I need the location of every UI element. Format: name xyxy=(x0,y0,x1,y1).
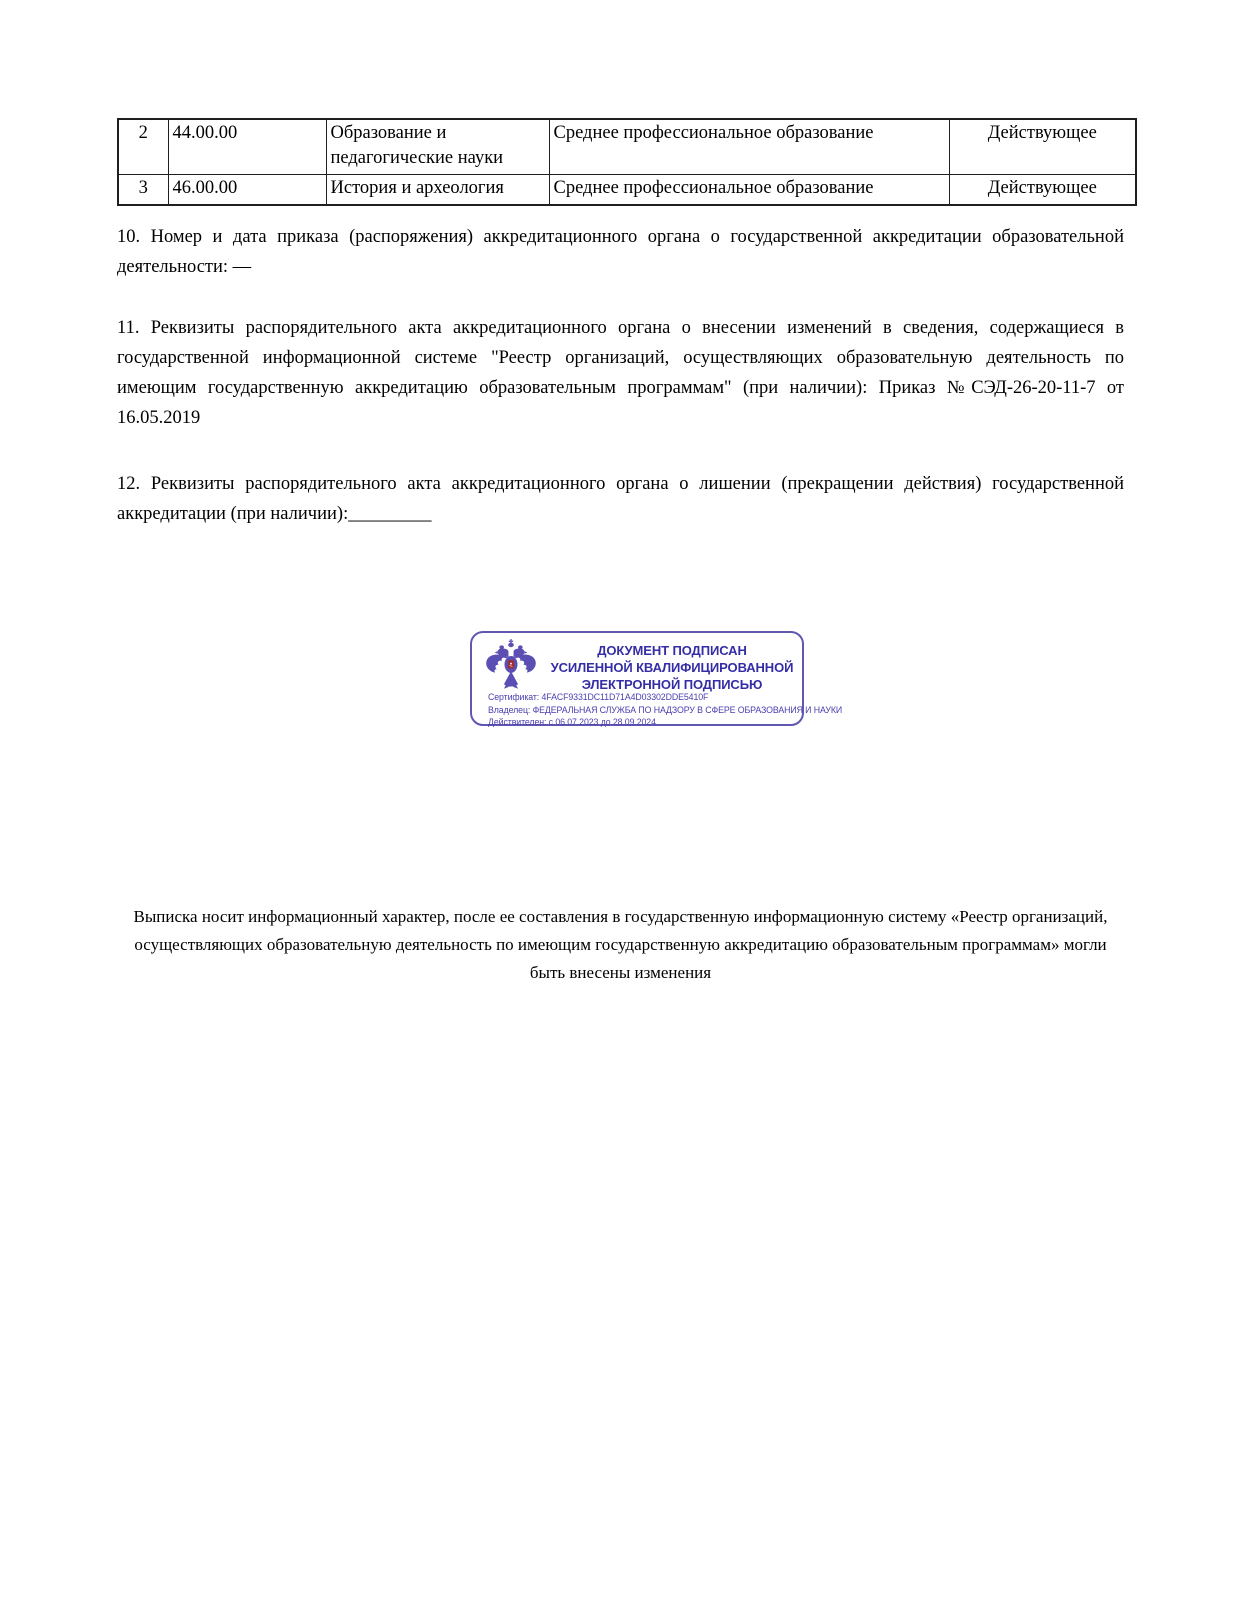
stamp-certificate-line: Сертификат: 4FACF9331DC11D71A4D03302DDE5410F xyxy=(488,692,709,702)
paragraph-10-accreditation-order: 10. Номер и дата приказа (распоряжения) аккредитационного органа о государственной аккредитации образовательной деятельности: — xyxy=(117,227,1124,277)
status-cell: Действующее xyxy=(949,175,1136,206)
level-cell: Среднее профессиональное образование xyxy=(549,119,949,175)
name-cell: История и археология xyxy=(326,175,549,206)
stamp-title-line3: ЭЛЕКТРОННОЙ ПОДПИСЬЮ xyxy=(581,677,763,692)
stamp-title-line2: УСИЛЕННОЙ КВАЛИФИЦИРОВАННОЙ xyxy=(550,660,794,675)
accreditation-programs-table xyxy=(117,118,1137,206)
footer-informational-note: Выписка носит информационный характер, после ее составления в государственную информационную систему «Реестр организаций, осуществляющих образовательную деятельность по имеющим государственную аккредитацию образовательным программам» могли быть внесены изменения xyxy=(133,907,1108,982)
row-number-cell: 3 xyxy=(118,175,168,206)
stamp-validity-line: Действителен: с 06.07.2023 до 28.09.2024 xyxy=(488,717,656,728)
digital-signature-stamp xyxy=(470,631,843,728)
table-row xyxy=(118,119,1136,175)
paragraph-12-revocation-act: 12. Реквизиты распорядительного акта аккредитационного органа о лишении (прекращении действия) государственной аккредитации (при наличии):_________ xyxy=(117,474,1124,524)
table-row xyxy=(118,175,1136,206)
code-cell: 44.00.00 xyxy=(168,119,326,175)
paragraph-11-amendment-act: 11. Реквизиты распорядительного акта аккредитационного органа о внесении изменений в сведения, содержащиеся в государственной информационной системе "Реестр организаций, осуществляющих образовательную деятельность по имеющим государственную аккредитацию образовательным программам" (при наличии): Приказ №СЭД-26-20-11-7 от 16.05.2019 xyxy=(117,318,1124,428)
status-cell: Действующее xyxy=(949,119,1136,175)
stamp-title-line1: ДОКУМЕНТ ПОДПИСАН xyxy=(597,643,747,658)
russia-coat-of-arms-icon xyxy=(482,639,540,691)
row-number-cell: 2 xyxy=(118,119,168,175)
stamp-title xyxy=(542,633,802,693)
stamp-details xyxy=(488,691,843,729)
code-cell: 46.00.00 xyxy=(168,175,326,206)
level-cell: Среднее профессиональное образование xyxy=(549,175,949,206)
name-cell: Образование и педагогические науки xyxy=(326,119,549,175)
stamp-owner-line: Владелец: ФЕДЕРАЛЬНАЯ СЛУЖБА ПО НАДЗОРУ В СФЕРЕ ОБРАЗОВАНИЯ И НАУКИ xyxy=(488,704,843,715)
